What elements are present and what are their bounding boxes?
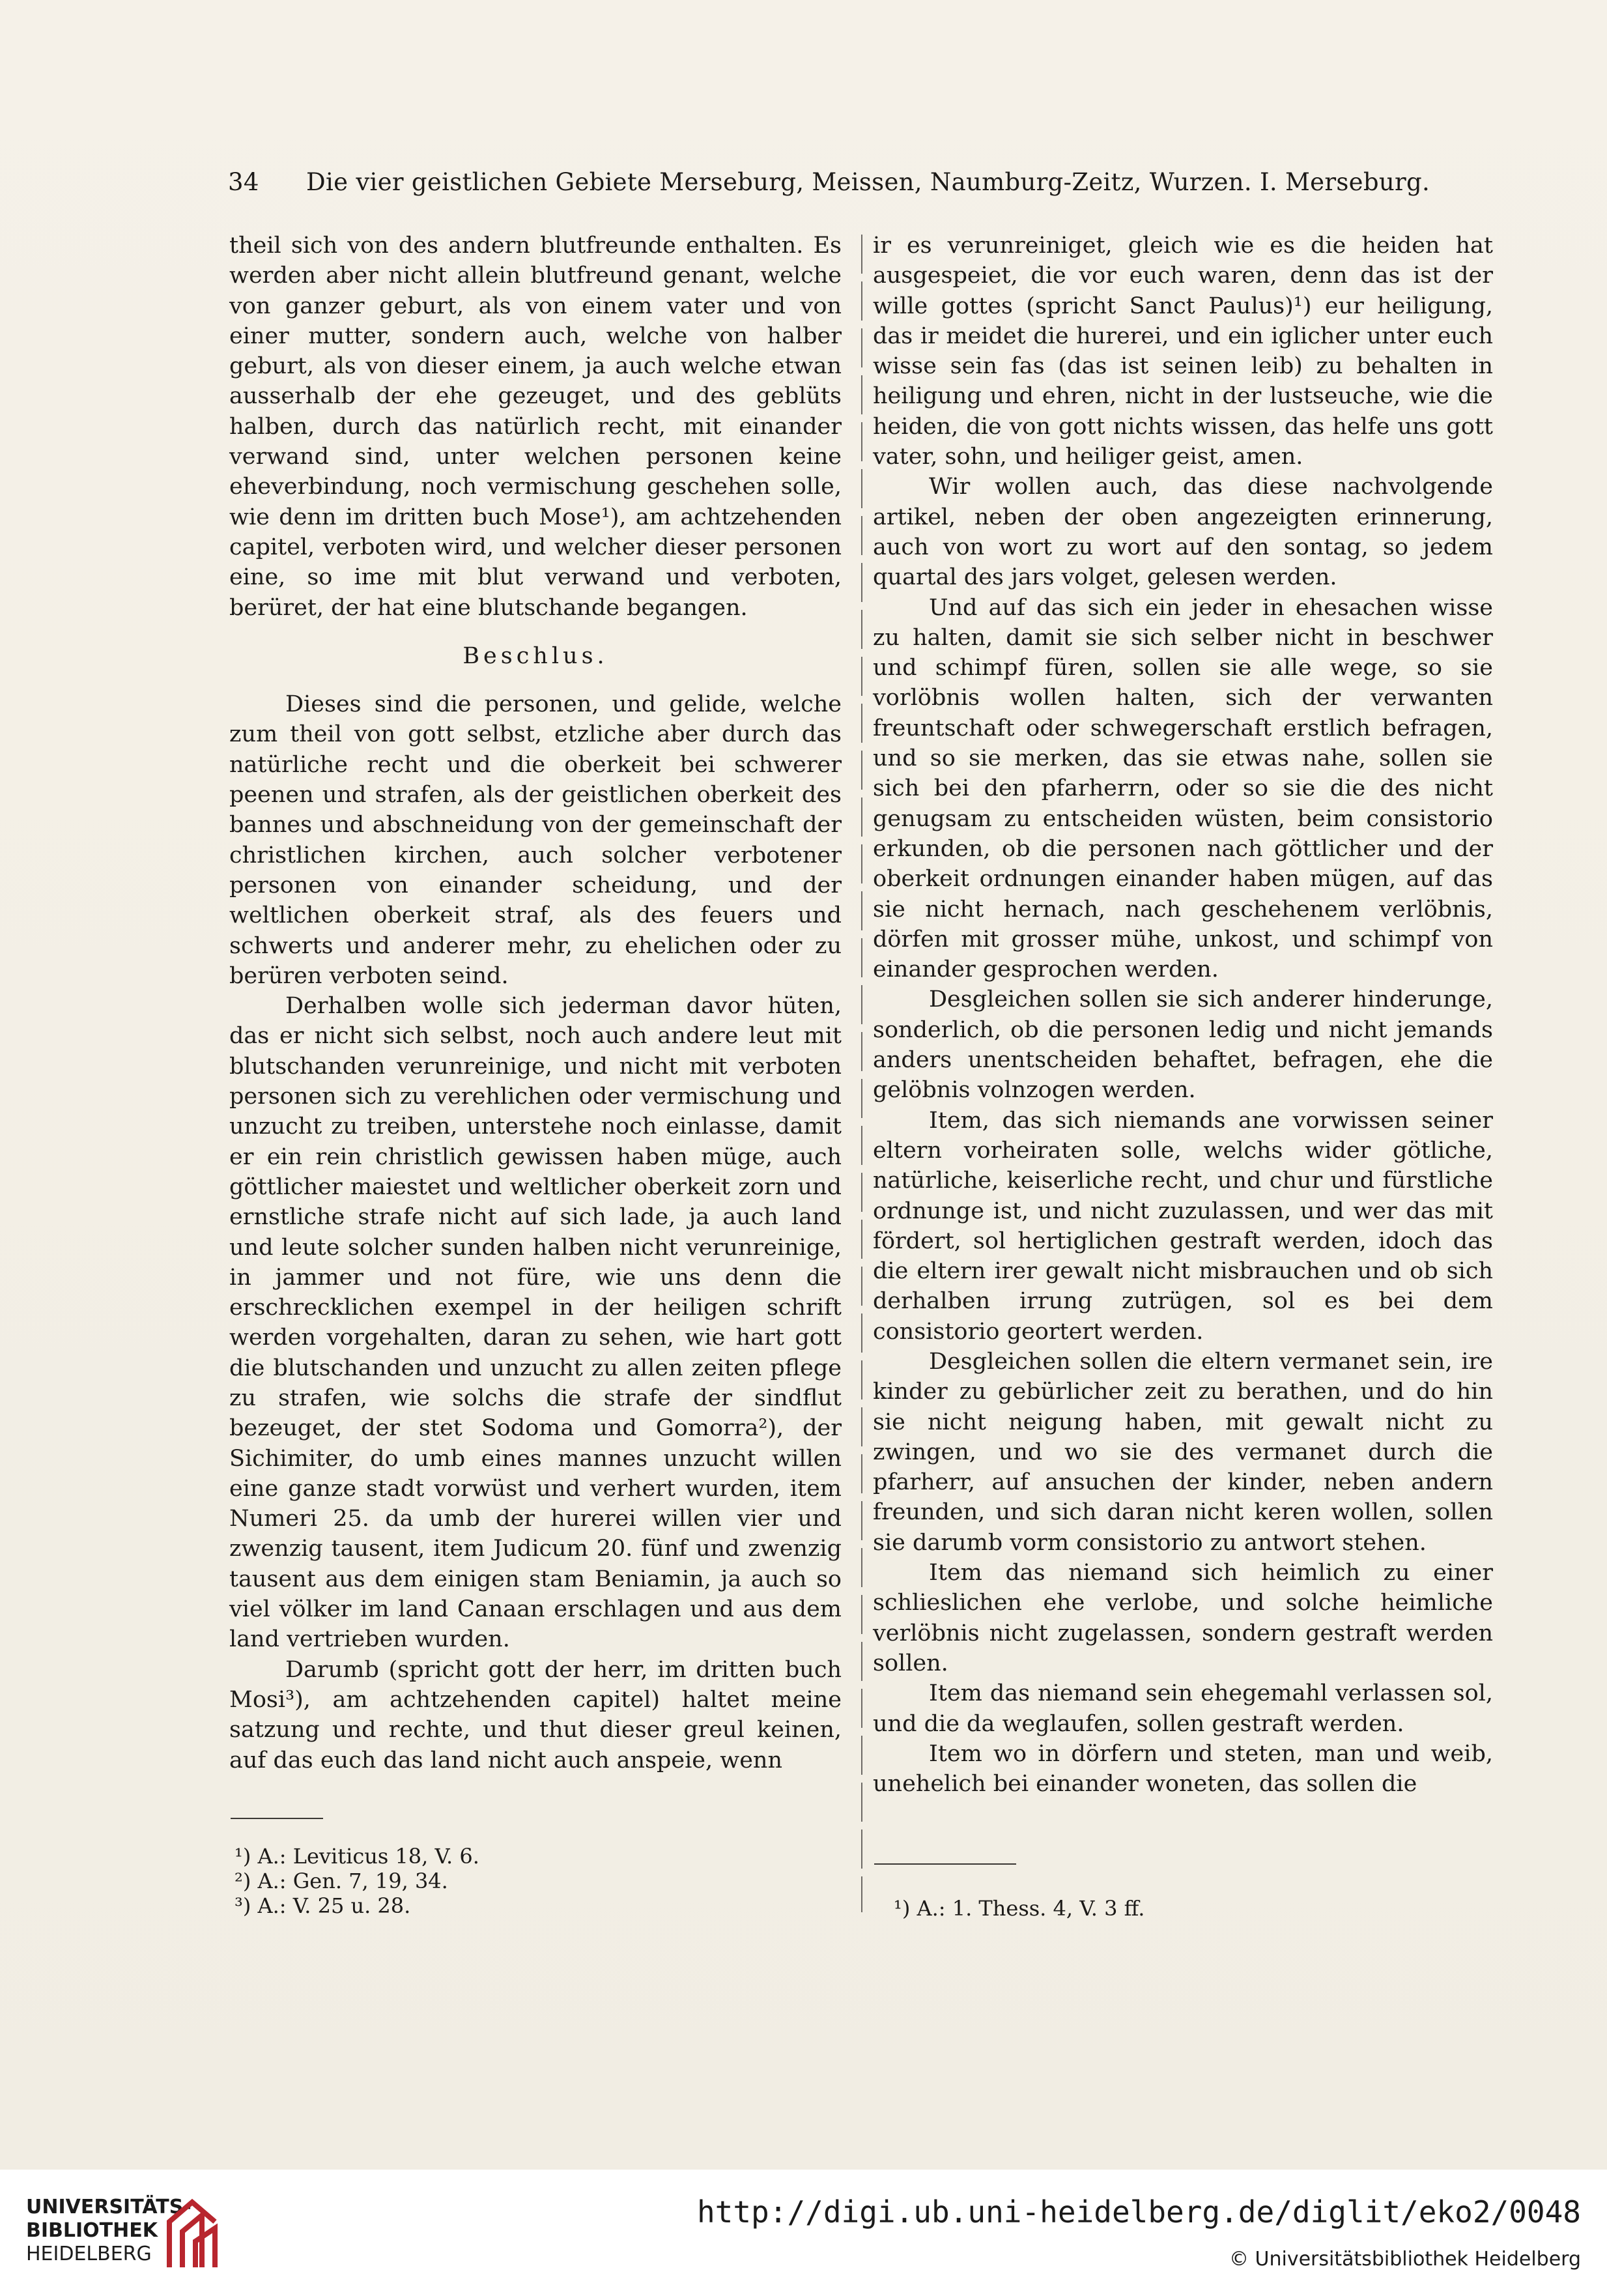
left-paragraph-2: Dieses sind die personen, und gelide, welche zum theil von gott selbst, etzliche aber durch das natürliche recht und die oberkeit bei schwerer peenen und strafen, als der geistlichen oberkeit des bannes und abschneidung von der gemeinschaft der christlichen kirchen, auch solcher verbotener personen von einander scheidung, und der weltlichen oberkeit straf, als des feuers und schwerts und anderer mehr, zu ehelichen oder zu berüren verboten seind. — [229, 691, 842, 989]
page-number: 34 — [228, 168, 259, 196]
library-logo-icon — [163, 2196, 221, 2274]
right-paragraph-4: Desgleichen sollen sie sich anderer hinderunge, sonderlich, ob die personen ledig und nicht jemands anders unentscheiden behaftet, befragen, ehe die gelöbnis volnzogen werden. — [873, 986, 1493, 1104]
section-heading: Beschlus. — [462, 642, 608, 669]
right-paragraph-9: Item wo in dörfern und steten, man und weib, unehelich bei einander woneten, das sollen die — [873, 1740, 1493, 1798]
left-footnotes — [235, 1844, 479, 1918]
logo-line-1: UNIVERSITÄTS- — [26, 2196, 192, 2218]
footnote-3: ³) A.: V. 25 u. 28. — [235, 1893, 411, 1918]
right-footnotes — [894, 1896, 1145, 1921]
left-paragraph-4: Darumb (spricht gott der herr, im dritten buch Mosi³), am achtzehenden capitel) haltet meine satzung und rechte, und thut dieser greul keinen, auf das euch das land nicht auch anspeie, wenn — [229, 1656, 842, 1773]
left-column — [229, 231, 842, 1775]
left-paragraph-3: Derhalben wolle sich jederman davor hüten, das er nicht sich selbst, noch auch andere leut mit blutschanden verunreinige, und nicht mit verboten personen sich zu verehlichen oder vermischung und unzucht zu treiben, unterstehe noch einlasse, damit er ein rein christlich gewissen haben müge, auch göttlicher maiestet und weltlicher oberkeit zorn und ernstliche strafe nicht auf sich lade, ja auch land und leute solcher sunden halben nicht verunreinige, in jammer und not füre, wie uns denn die erschrecklichen exempel in der heiligen schrift werden vorgehalten, daran zu sehen, wie hart gott die blutschanden und unzucht zu allen zeiten pflege zu strafen, wie solchs die strafe der sindflut bezeuget, der stet Sodoma und Gomorra²), der Sichimiter, do umb eines mannes unzucht willen eine ganze stadt vorwüst und verhert wurden, item Numeri 25. da umb der hurerei willen vier und zwenzig tausent, item Judicum 20. fünf und zwenzig tausent aus dem einigen stam Beniamin, ja auch so viel völker im land Canaan erschlagen und aus dem land vertrieben wurden. — [229, 993, 842, 1653]
right-paragraph-6: Desgleichen sollen die eltern vermanet sein, ire kinder zu gebürlicher zeit zu berathen, und do hin sie nicht neigung haben, mit gewalt nicht zu zwingen, und wo sie des vermanet durch die pfarherr, auf ansuchen der kinder, neben andern freunden, und sich daran nicht keren wollen, sollen sie darumb vorm consistorio zu antwort stehen. — [873, 1348, 1493, 1556]
right-paragraph-1: ir es verunreiniget, gleich wie es die heiden hat ausgespeiet, die vor euch waren, denn das ist der wille gottes (spricht Sanct Paulus)¹) eur heiligung, das ir meidet die hurerei, und ein iglicher unter euch wisse sein fas (das ist seinen leib) zu behalten in heiligung und ehren, nicht in der lustseuche, wie die heiden, die von gott nichts wissen, das helfe uns gott vater, sohn, und heiliger geist, amen. — [873, 233, 1493, 470]
left-footnote-rule — [231, 1818, 323, 1819]
left-paragraph-1: theil sich von des andern blutfreunde enthalten. Es werden aber nicht allein blutfreund genant, welche von ganzer geburt, als von einem vater und von einer mutter, sondern auch, welche von halber geburt, als von dieser einem, ja auch welche etwan ausserhalb der ehe gezeuget, und des geblüts halben, durch das natürlich recht, mit einander verwand sind, unter welchen personen keine eheverbindung, noch vermischung geschehen solle, wie denn im dritten buch Mose¹), am achtzehenden capitel, verboten wird, und welcher dieser personen eine, so ime mit blut verwand und verboten, berüret, der hat eine blutschande begangen. — [229, 233, 842, 621]
right-paragraph-5: Item, das sich niemands ane vorwissen seiner eltern vorheiraten solle, welchs wider götliche, natürliche, keiserliche recht, und chur und fürstliche ordnunge ist, und nicht zuzulassen, und wer das mit fördert, sol hertiglichen gestraft werden, idoch das die eltern irer gewalt nicht misbrauchen und ob sich derhalben irrung zutrügen, sol es bei dem consistorio geortert werden. — [873, 1107, 1493, 1345]
right-paragraph-2: Wir wollen auch, das diese nachvolgende artikel, neben der oben angezeigten erinnerung, auch von wort zu wort auf den sontag, so jedem quartal des jars volget, gelesen werden. — [873, 474, 1493, 591]
right-footnote-rule — [874, 1863, 1016, 1865]
permalink-url[interactable]: http://digi.ub.uni-heidelberg.de/diglit/eko2/0048 — [696, 2194, 1581, 2230]
right-column — [873, 231, 1493, 1799]
copyright-notice: © Universitätsbibliothek Heidelberg — [1229, 2248, 1581, 2271]
running-header — [228, 168, 1430, 196]
running-title: Die vier geistlichen Gebiete Merseburg, Meissen, Naumburg-Zeitz, Wurzen. I. Merseburg. — [306, 168, 1430, 196]
logo-line-2: BIBLIOTHEK — [26, 2219, 158, 2242]
column-divider — [861, 235, 862, 1912]
footnote-right-1: ¹) A.: 1. Thess. 4, V. 3 ff. — [894, 1896, 1145, 1921]
right-paragraph-3: Und auf das sich ein jeder in ehesachen wisse zu halten, damit sie sich selber nicht in beschwer und schimpf füren, sollen sie alle wege, so sie vorlöbnis wollen halten, sich der verwanten freuntschaft oder schwegerschaft erstlich befragen, und so sie merken, das sie etwas nahe, sollen sie sich bei den pfarherrn, oder so sie die des nicht genugsam zu entscheiden wüsten, beim consistorio erkunden, ob die personen nach göttlicher und der oberkeit ordnungen einander haben mügen, auf das sie nicht hernach, nach geschehenem verlöbnis, dörfen mit grosser mühe, unkost, und schimpf von einander gesprochen werden. — [873, 594, 1493, 983]
right-paragraph-7: Item das niemand sich heimlich zu einer schlieslichen ehe verlobe, und solche heimliche verlöbnis nicht zugelassen, sondern gestraft werden sollen. — [873, 1560, 1493, 1676]
viewer-footer — [0, 2170, 1607, 2296]
right-paragraph-8: Item das niemand sein ehegemahl verlassen sol, und die da weglaufen, sollen gestraft werden. — [873, 1680, 1493, 1737]
logo-line-3: HEIDELBERG — [26, 2243, 152, 2265]
footnote-1: ¹) A.: Leviticus 18, V. 6. — [235, 1844, 479, 1869]
footnote-2: ²) A.: Gen. 7, 19, 34. — [235, 1869, 448, 1893]
